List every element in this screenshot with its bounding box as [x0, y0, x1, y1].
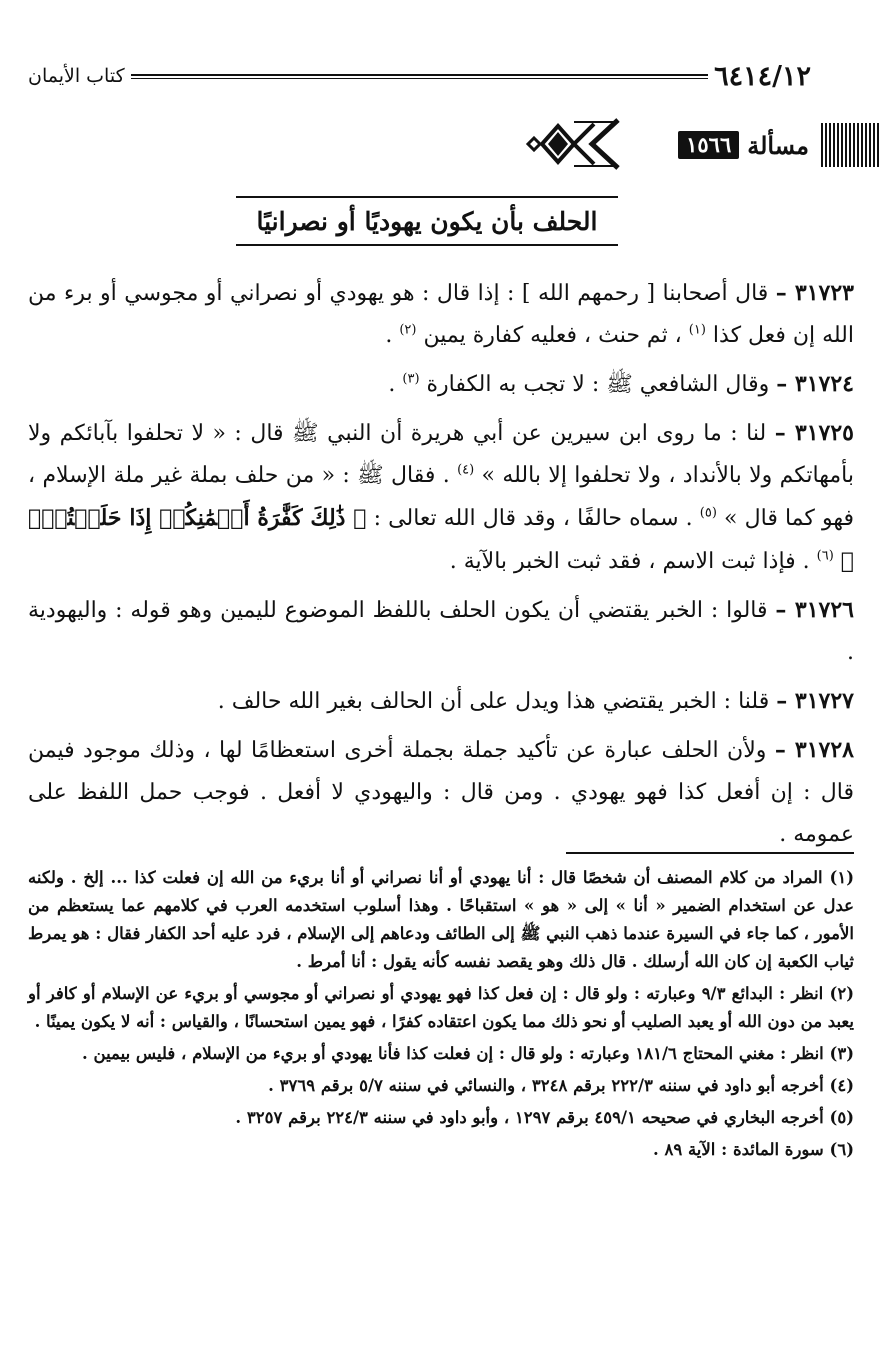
footnote-ref[interactable]: (٢): [399, 322, 417, 338]
paragraph-text: .: [388, 372, 396, 397]
ruling-number: ٣١٧٢٥ –: [774, 420, 854, 446]
paragraph-text: قال أصحابنا [ رحمهم الله ] : إذا قال : هو يهودي أو نصراني أو مجوسي أو برء من الله إن فعل كذا: [28, 281, 854, 348]
paragraph-text: قالوا : الخبر يقتضي أن يكون الحلف باللفظ الموضوع لليمين وهو قوله : واليهودية .: [28, 598, 854, 665]
ruling-number: ٣١٧٢٧ –: [776, 688, 854, 714]
paragraph: [28, 412, 854, 583]
ruling-number: ٣١٧٢٨ –: [774, 737, 854, 763]
paragraph: [28, 363, 854, 406]
section-title: الحلف بأن يكون يهوديًا أو نصرانيًا: [236, 196, 618, 246]
footnote-ref[interactable]: (١): [688, 322, 706, 338]
footnote-ref[interactable]: (٣): [402, 371, 420, 387]
ruling-number: ٣١٧٢٦ –: [775, 597, 854, 623]
paragraph-text: . سماه حالفًا ، وقد قال الله تعالى :: [373, 506, 693, 531]
ruling-number: ٣١٧٢٤ –: [776, 371, 854, 397]
main-text: [28, 272, 854, 862]
paragraph-text: ، ثم حنث ، فعليه كفارة يمين: [423, 323, 682, 348]
paragraph-text: وقال الشافعي ﷺ : لا تجب به الكفارة: [426, 372, 770, 397]
footnote: (١) المراد من كلام المصنف أن شخصًا قال : أنا يهودي أو أنا نصراني أو أنا بريء من الله إن فعلت كذا ... إلخ . ولكنه عدل عن استخدام الضمير « أنا » إلى « هو » استقباحًا . وهذا أسلوب استخدمه العرب في كلامهم عما يستعظم من الأمور ، كما جاء في السيرة عندما ذهب النبي ﷺ إلى الطائف ودعاهم إلى الإسلام ، فرد عليه أحد الكفار فقال : هو يمرط ثياب الكعبة إن كان الله أرسلك . قال ذلك وهو يقصد نفسه كأنه يقول : أنا أمرط .: [28, 868, 854, 971]
quran-verse: ﴿ ذَٰلِكَ كَفَّٰرَةُ أَيۡمَٰنِكُمۡ إِذَا حَلَفۡتُمۡۚ ﴾: [28, 505, 854, 574]
masala-heading: [530, 120, 879, 170]
footnotes: [28, 864, 854, 1168]
page-number: ٦٤١٤/١٢: [714, 60, 811, 92]
ruling-number: ٣١٧٢٣ –: [775, 280, 854, 306]
footnote: (٤) أخرجه أبو داود في سننه ٢٢٢/٣ برقم ٣٢٤٨ ، والنسائي في سننه ٥/٧ برقم ٣٧٦٩ .: [268, 1076, 854, 1095]
footnote: (٢) انظر : البدائع ٩/٣ وعبارته : ولو قال : إن فعل كذا فهو يهودي أو نصراني أو مجوسي أو بريء عن الإسلام أو كافر أو يعبد من دون الله أو يعبد الصليب أو نحو ذلك مما يكون اعتقاده كفرًا ، فهو يمين استحسانًا ، والقياس : أنه لا يكون يمينًا .: [28, 984, 854, 1031]
footnote: (٦) سورة المائدة : الآية ٨٩ .: [652, 1140, 854, 1159]
footnote-ref[interactable]: (٥): [699, 505, 717, 521]
masala-label: مسألة: [747, 130, 809, 160]
paragraph-text: . فقال ﷺ : « من حلف بملة غير ملة الإسلام ، فهو كما قال »: [28, 463, 855, 531]
paragraph: [28, 589, 854, 674]
footnote-ref[interactable]: (٦): [816, 548, 834, 564]
stripes-decoration: [817, 123, 879, 167]
paragraph: [28, 729, 854, 856]
book-title: كتاب الأيمان: [28, 65, 125, 87]
paragraph-text: لنا : ما روى ابن سيرين عن أبي هريرة أن النبي ﷺ قال : « لا تحلفوا بآبائكم ولا بأمهاتكم ولا بالأنداد ، ولا تحلفوا إلا بالله »: [28, 421, 854, 488]
paragraph-text: . فإذا ثبت الاسم ، فقد ثبت الخبر بالآية .: [449, 549, 810, 574]
footnote: (٣) انظر : مغني المحتاج ١٨١/٦ وعبارته : ولو قال : إن فعلت كذا فأنا يهودي أو بريء من الإسلام ، فليس بيمين .: [82, 1044, 854, 1063]
header-rule: [131, 74, 709, 79]
footnote: (٥) أخرجه البخاري في صحيحه ٤٥٩/١ برقم ١٢٩٧ ، وأبو داود في سننه ٢٢٤/٣ برقم ٣٢٥٧ .: [235, 1108, 854, 1127]
paragraph-text: قلنا : الخبر يقتضي هذا ويدل على أن الحالف بغير الله حالف .: [217, 689, 770, 714]
running-header: [28, 58, 811, 94]
paragraph: [28, 272, 854, 357]
paragraph: [28, 680, 854, 723]
paragraph-text: .: [385, 323, 393, 348]
footnote-separator: [566, 852, 854, 854]
masala-number: ١٥٦٦: [678, 131, 739, 159]
paragraph-text: ولأن الحلف عبارة عن تأكيد جملة بجملة أخرى استعظامًا لها ، وذلك موجود فيمن قال : إن أفعل كذا فهو يهودي . ومن قال : واليهودي لا أفعل . فوجب حمل اللفظ على عمومه .: [28, 738, 854, 847]
footnote-ref[interactable]: (٤): [457, 462, 475, 478]
